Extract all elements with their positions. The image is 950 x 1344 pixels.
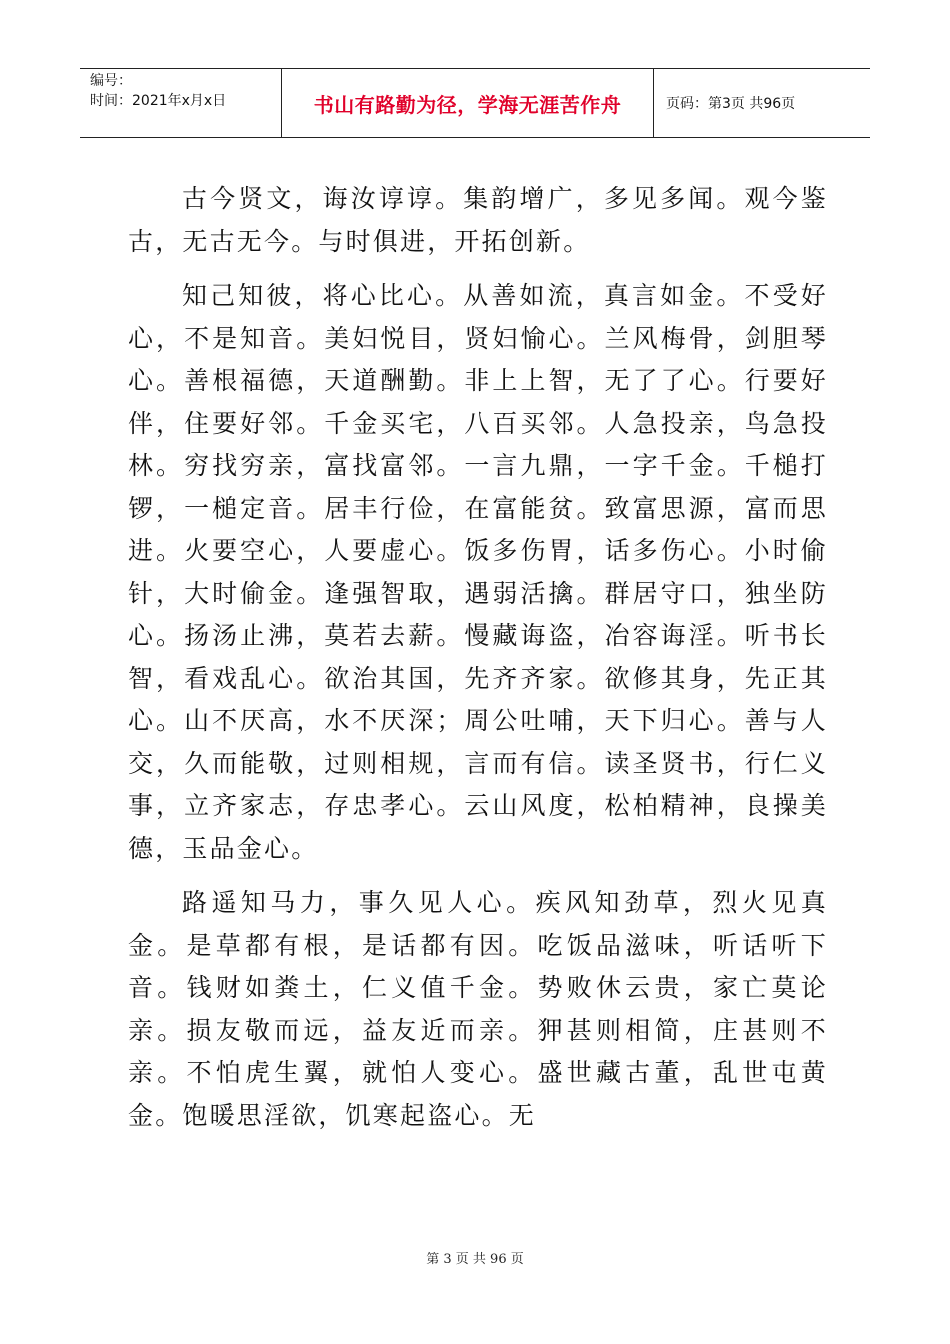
header-motto-cell: [282, 69, 654, 137]
paragraph: 古今贤文，诲汝谆谆。集韵增广，多见多闻。观今鉴古，无古无今。与时俱进，开拓创新。: [128, 184, 828, 256]
page-footer: 第 3 页 共 96 页: [426, 1252, 524, 1267]
document-body: [128, 178, 828, 1149]
header-page-info: 页码：第3页 共96页: [666, 96, 796, 112]
header-page-info-cell: [654, 69, 870, 137]
page-header: [80, 68, 870, 138]
paragraph: 知己知彼，将心比心。从善如流，真言如金。不受好心，不是知音。美妇悦目，贤妇愉心。兰风梅骨，剑胆琴心。善根福德，天道酬勤。非上上智，无了了心。行要好伴，住要好邻。千金买宅，八百买邻。人急投亲，鸟急投林。穷找穷亲，富找富邻。一言九鼎，一字千金。千槌打锣，一槌定音。居丰行俭，在富能贫。致富思源，富而思进。火要空心，人要虚心。饭多伤胃，话多伤心。小时偷针，大时偷金。逢强智取，遇弱活擒。群居守口，独坐防心。扬汤止沸，莫若去薪。慢藏诲盗，冶容诲淫。听书长智，看戏乱心。欲治其国，先齐齐家。欲修其身，先正其心。山不厌高，水不厌深；周公吐哺，天下归心。善与人交，久而能敬，过则相规，言而有信。读圣贤书，行仁义事，立齐家志，存忠孝心。云山风度，松柏精神，良操美德，玉品金心。: [128, 281, 828, 863]
paragraph: 路遥知马力，事久见人心。疾风知劲草，烈火见真金。是草都有根，是话都有因。吃饭品滋味，听话听下音。钱财如粪土，仁义值千金。势败休云贵，家亡莫论亲。损友敬而远，益友近而亲。狎甚则相简，庄甚则不亲。不怕虎生翼，就怕人变心。盛世藏古董，乱世屯黄金。饱暖思淫欲，饥寒起盗心。无: [128, 888, 828, 1130]
date-label: 时间：2021年x月x日: [90, 93, 227, 109]
header-meta: [80, 69, 282, 137]
serial-number-label: 编号：: [90, 73, 132, 89]
header-motto: 书山有路勤为径，学海无涯苦作舟: [313, 92, 622, 117]
